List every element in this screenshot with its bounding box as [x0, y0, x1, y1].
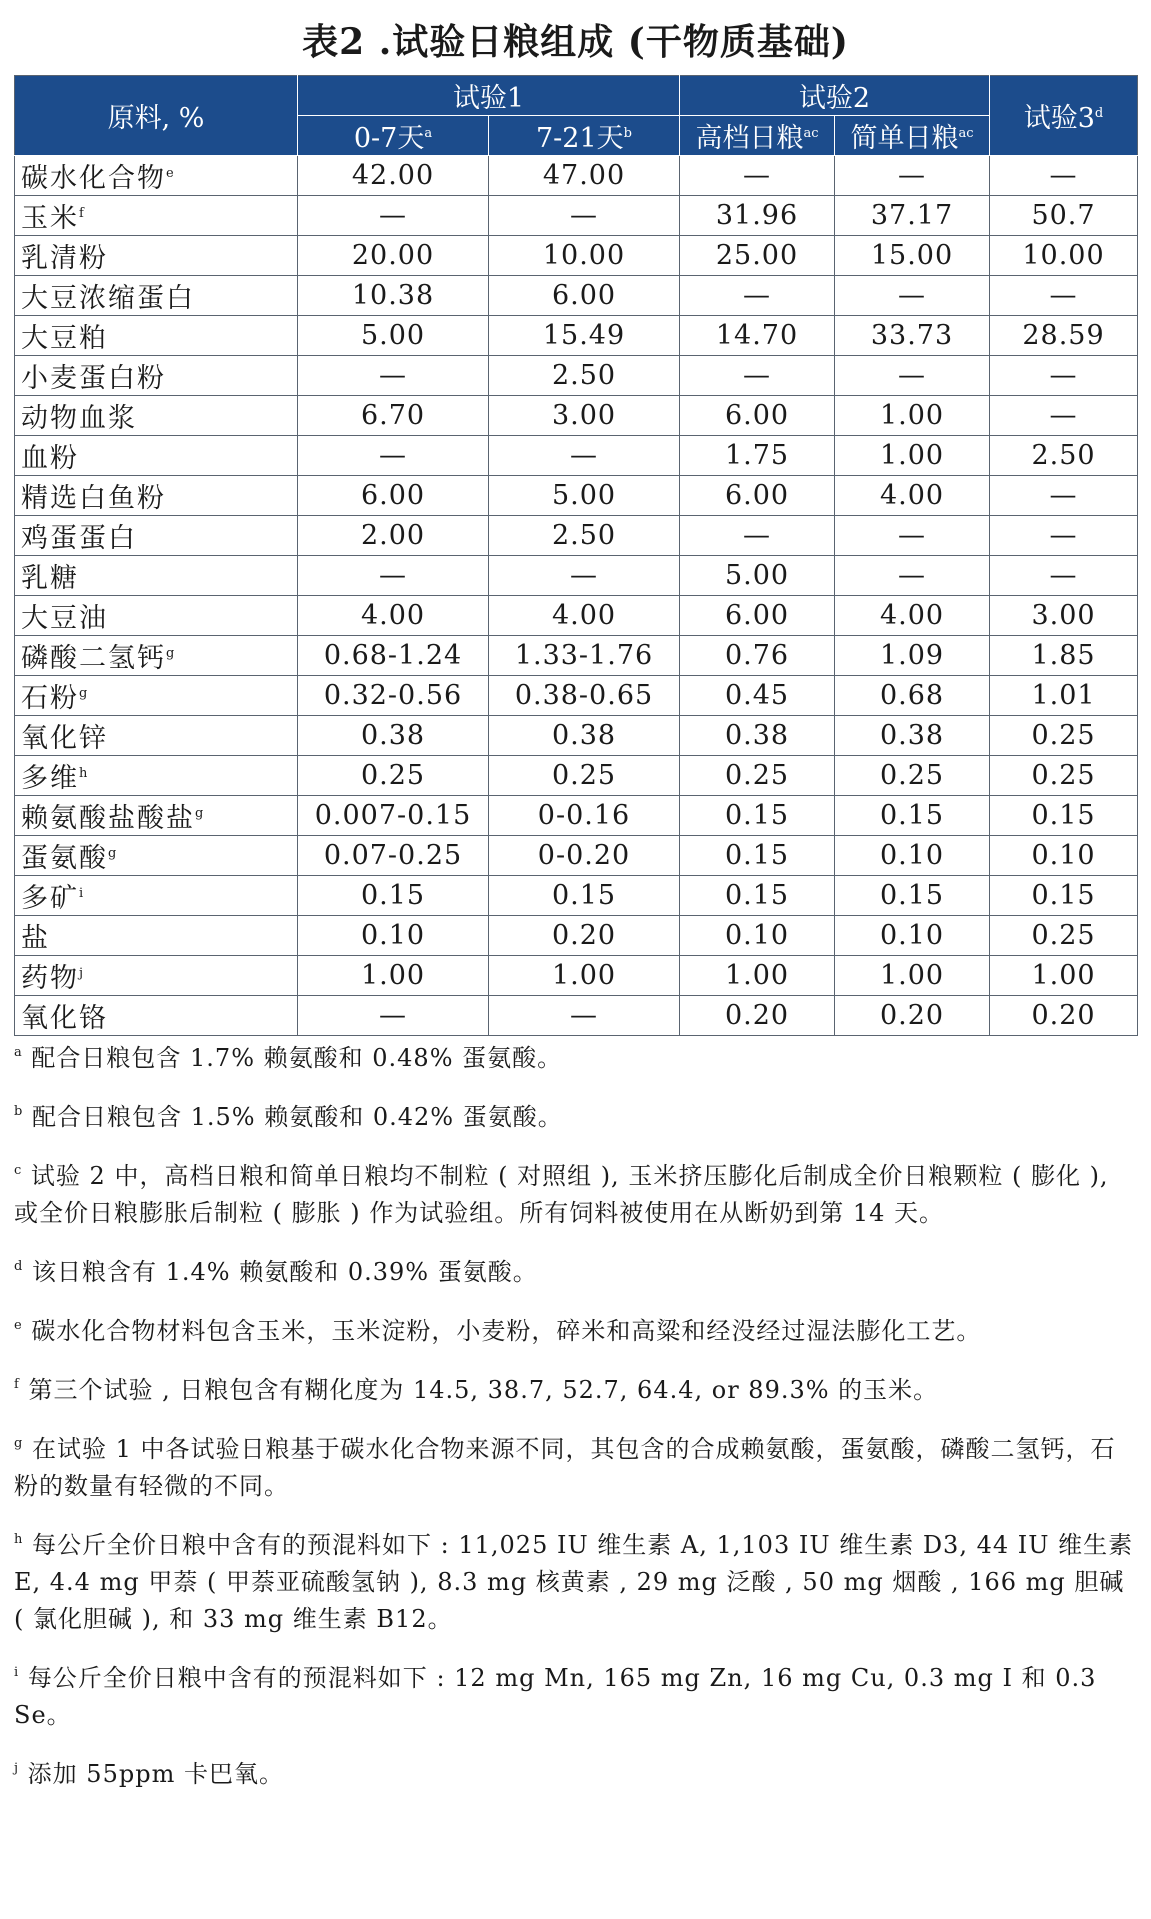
ingredient-name: 碳水化合物$^e$	[15, 156, 298, 196]
value-cell: 15.00	[835, 236, 990, 276]
table-row	[15, 916, 1138, 956]
footnote: $^g$ 在试验 1 中各试验日粮基于碳水化合物来源不同，其包含的合成赖氨酸，蛋氨酸，磷酸二氢钙，石粉的数量有轻微的不同。	[14, 1435, 1116, 1500]
value-cell: 10.00	[990, 236, 1138, 276]
value-cell: —	[990, 556, 1138, 596]
value-cell: 6.00	[298, 476, 489, 516]
value-cell: —	[680, 356, 835, 396]
value-cell: 0.15	[990, 876, 1138, 916]
table-row	[15, 156, 1138, 196]
value-cell: —	[298, 556, 489, 596]
value-cell: 5.00	[680, 556, 835, 596]
header-trial3: 试验3$^d$	[990, 76, 1138, 156]
value-cell: —	[835, 356, 990, 396]
value-cell: 20.00	[298, 236, 489, 276]
value-cell: 6.00	[489, 276, 680, 316]
value-cell: 15.49	[489, 316, 680, 356]
ingredient-name: 血粉	[15, 436, 298, 476]
header-ingredient: 原料, %	[15, 76, 298, 156]
footnote: $^a$ 配合日粮包含 1.7% 赖氨酸和 0.48% 蛋氨酸。	[14, 1044, 563, 1072]
value-cell: 2.00	[298, 516, 489, 556]
ingredient-name: 乳糖	[15, 556, 298, 596]
table-row	[15, 556, 1138, 596]
value-cell: 0.15	[835, 876, 990, 916]
ingredient-name: 乳清粉	[15, 236, 298, 276]
value-cell: —	[298, 996, 489, 1036]
value-cell: 0.38	[680, 716, 835, 756]
value-cell: 6.00	[680, 396, 835, 436]
value-cell: 0.25	[835, 756, 990, 796]
footnote: $^d$ 该日粮含有 1.4% 赖氨酸和 0.39% 蛋氨酸。	[14, 1258, 538, 1286]
value-cell: 0.15	[680, 796, 835, 836]
value-cell: 5.00	[298, 316, 489, 356]
value-cell: —	[680, 156, 835, 196]
table-row	[15, 756, 1138, 796]
ingredient-name: 药物$^j$	[15, 956, 298, 996]
value-cell: —	[835, 276, 990, 316]
table-row	[15, 676, 1138, 716]
ingredient-name: 多矿$^i$	[15, 876, 298, 916]
value-cell: 0-0.20	[489, 836, 680, 876]
value-cell: 1.00	[680, 956, 835, 996]
value-cell: 0.25	[298, 756, 489, 796]
value-cell: —	[489, 996, 680, 1036]
table-row	[15, 196, 1138, 236]
value-cell: 0.20	[489, 916, 680, 956]
value-cell: 0.15	[298, 876, 489, 916]
value-cell: 6.00	[680, 476, 835, 516]
value-cell: 1.00	[835, 956, 990, 996]
footnote: $^h$ 每公斤全价日粮中含有的预混料如下 : 11,025 IU 维生素 A, 1,103 IU 维生素 D3, 44 IU 维生素 E, 4.4 mg 甲萘 ( 甲萘亚硫酸氢钠 ), 8.3 mg 核黄素 , 29 mg 泛酸 , 50 mg 烟酸 , 166 mg 胆碱 ( 氯化胆碱 ), 和 33 mg 维生素 B12。	[14, 1531, 1134, 1633]
value-cell: 1.75	[680, 436, 835, 476]
value-cell: 0.10	[990, 836, 1138, 876]
value-cell: 0.25	[489, 756, 680, 796]
value-cell: 1.00	[835, 396, 990, 436]
table-row	[15, 796, 1138, 836]
value-cell: 1.85	[990, 636, 1138, 676]
ingredient-name: 赖氨酸盐酸盐$^g$	[15, 796, 298, 836]
ingredient-name: 蛋氨酸$^g$	[15, 836, 298, 876]
value-cell: 5.00	[489, 476, 680, 516]
table-row	[15, 996, 1138, 1036]
value-cell: 2.50	[489, 356, 680, 396]
value-cell: 3.00	[990, 596, 1138, 636]
header-sub: 高档日粮$^{ac}$	[680, 116, 835, 156]
value-cell: 0.20	[835, 996, 990, 1036]
header-trial2: 试验2	[680, 76, 990, 116]
value-cell: 0.20	[680, 996, 835, 1036]
table-row	[15, 396, 1138, 436]
value-cell: 0.25	[990, 756, 1138, 796]
footnote: $^e$ 碳水化合物材料包含玉米，玉米淀粉，小麦粉，碎米和高粱和经没经过湿法膨化工艺。	[14, 1317, 982, 1345]
table-row	[15, 836, 1138, 876]
header-sub: 7-21天$^b$	[489, 116, 680, 156]
value-cell: 0.76	[680, 636, 835, 676]
value-cell: 0.68-1.24	[298, 636, 489, 676]
table-row	[15, 956, 1138, 996]
ingredient-name: 氧化铬	[15, 996, 298, 1036]
table-body	[15, 156, 1138, 1036]
table-row	[15, 596, 1138, 636]
value-cell: —	[298, 196, 489, 236]
value-cell: 2.50	[489, 516, 680, 556]
table-row	[15, 516, 1138, 556]
ingredient-name: 玉米$^f$	[15, 196, 298, 236]
value-cell: —	[990, 396, 1138, 436]
table-row	[15, 716, 1138, 756]
value-cell: 1.33-1.76	[489, 636, 680, 676]
value-cell: 1.09	[835, 636, 990, 676]
value-cell: 0.10	[680, 916, 835, 956]
table-title: 表2 .试验日粮组成 (干物质基础)	[302, 21, 849, 63]
value-cell: 6.00	[680, 596, 835, 636]
value-cell: 0.20	[990, 996, 1138, 1036]
value-cell: —	[489, 556, 680, 596]
value-cell: 0.007-0.15	[298, 796, 489, 836]
value-cell: 0.45	[680, 676, 835, 716]
value-cell: 2.50	[990, 436, 1138, 476]
value-cell: —	[990, 276, 1138, 316]
ingredient-name: 石粉$^g$	[15, 676, 298, 716]
ingredient-name: 大豆油	[15, 596, 298, 636]
value-cell: 1.00	[835, 436, 990, 476]
header-sub: 0-7天$^a$	[298, 116, 489, 156]
value-cell: 33.73	[835, 316, 990, 356]
footnote: $^c$ 试验 2 中，高档日粮和简单日粮均不制粒 ( 对照组 ), 玉米挤压膨化后制成全价日粮颗粒 ( 膨化 ), 或全价日粮膨胀后制粒 ( 膨胀 ) 作为试验组。所有饲料被使用在从断奶到第 14 天。	[14, 1162, 1109, 1227]
value-cell: 0.25	[990, 716, 1138, 756]
value-cell: —	[835, 516, 990, 556]
value-cell: —	[489, 436, 680, 476]
ingredient-name: 小麦蛋白粉	[15, 356, 298, 396]
value-cell: 4.00	[835, 596, 990, 636]
ingredient-name: 盐	[15, 916, 298, 956]
value-cell: —	[680, 276, 835, 316]
footnote: $^f$ 第三个试验 , 日粮包含有糊化度为 14.5, 38.7, 52.7, 64.4, or 89.3% 的玉米。	[14, 1376, 939, 1404]
ingredient-name: 大豆粕	[15, 316, 298, 356]
value-cell: —	[990, 476, 1138, 516]
table-row	[15, 316, 1138, 356]
value-cell: —	[835, 556, 990, 596]
value-cell: —	[990, 156, 1138, 196]
value-cell: 1.00	[990, 956, 1138, 996]
ingredient-name: 磷酸二氢钙$^g$	[15, 636, 298, 676]
value-cell: —	[835, 156, 990, 196]
value-cell: 10.00	[489, 236, 680, 276]
ingredient-name: 精选白鱼粉	[15, 476, 298, 516]
value-cell: 0.25	[990, 916, 1138, 956]
table-row	[15, 356, 1138, 396]
value-cell: 1.00	[489, 956, 680, 996]
ingredient-name: 动物血浆	[15, 396, 298, 436]
table-row	[15, 876, 1138, 916]
header-sub: 简单日粮$^{ac}$	[835, 116, 990, 156]
footnote: $^b$ 配合日粮包含 1.5% 赖氨酸和 0.42% 蛋氨酸。	[14, 1103, 563, 1131]
footnote: $^i$ 每公斤全价日粮中含有的预混料如下 : 12 mg Mn, 165 mg Zn, 16 mg Cu, 0.3 mg I 和 0.3 Se。	[14, 1664, 1097, 1729]
value-cell: 0.15	[835, 796, 990, 836]
header-trial1: 试验1	[298, 76, 680, 116]
ingredient-name: 鸡蛋蛋白	[15, 516, 298, 556]
value-cell: 1.00	[298, 956, 489, 996]
value-cell: 1.01	[990, 676, 1138, 716]
value-cell: 25.00	[680, 236, 835, 276]
value-cell: 47.00	[489, 156, 680, 196]
ingredient-name: 氧化锌	[15, 716, 298, 756]
value-cell: 0.38	[489, 716, 680, 756]
value-cell: 0.15	[680, 836, 835, 876]
value-cell: 0-0.16	[489, 796, 680, 836]
value-cell: 14.70	[680, 316, 835, 356]
value-cell: 0.15	[489, 876, 680, 916]
value-cell: 0.32-0.56	[298, 676, 489, 716]
ingredient-name: 多维$^h$	[15, 756, 298, 796]
value-cell: —	[298, 436, 489, 476]
table-row	[15, 436, 1138, 476]
value-cell: —	[990, 356, 1138, 396]
value-cell: 3.00	[489, 396, 680, 436]
value-cell: 4.00	[298, 596, 489, 636]
table-row	[15, 236, 1138, 276]
value-cell: 0.10	[835, 836, 990, 876]
ingredient-name: 大豆浓缩蛋白	[15, 276, 298, 316]
value-cell: 6.70	[298, 396, 489, 436]
table-row	[15, 476, 1138, 516]
value-cell: 0.38	[835, 716, 990, 756]
value-cell: —	[680, 516, 835, 556]
table-row	[15, 636, 1138, 676]
value-cell: 31.96	[680, 196, 835, 236]
value-cell: 4.00	[835, 476, 990, 516]
value-cell: 0.38	[298, 716, 489, 756]
value-cell: 0.68	[835, 676, 990, 716]
value-cell: —	[990, 516, 1138, 556]
value-cell: 0.25	[680, 756, 835, 796]
value-cell: 0.07-0.25	[298, 836, 489, 876]
value-cell: 0.38-0.65	[489, 676, 680, 716]
footnote: $^j$ 添加 55ppm 卡巴氧。	[14, 1760, 284, 1788]
value-cell: 50.7	[990, 196, 1138, 236]
table-row	[15, 276, 1138, 316]
value-cell: 0.15	[990, 796, 1138, 836]
value-cell: 4.00	[489, 596, 680, 636]
diet-composition-table	[14, 75, 1138, 1036]
value-cell: 10.38	[298, 276, 489, 316]
value-cell: 28.59	[990, 316, 1138, 356]
value-cell: 0.10	[835, 916, 990, 956]
value-cell: 37.17	[835, 196, 990, 236]
value-cell: —	[489, 196, 680, 236]
value-cell: 0.15	[680, 876, 835, 916]
value-cell: 42.00	[298, 156, 489, 196]
footnotes	[14, 1040, 1139, 1815]
value-cell: —	[298, 356, 489, 396]
value-cell: 0.10	[298, 916, 489, 956]
